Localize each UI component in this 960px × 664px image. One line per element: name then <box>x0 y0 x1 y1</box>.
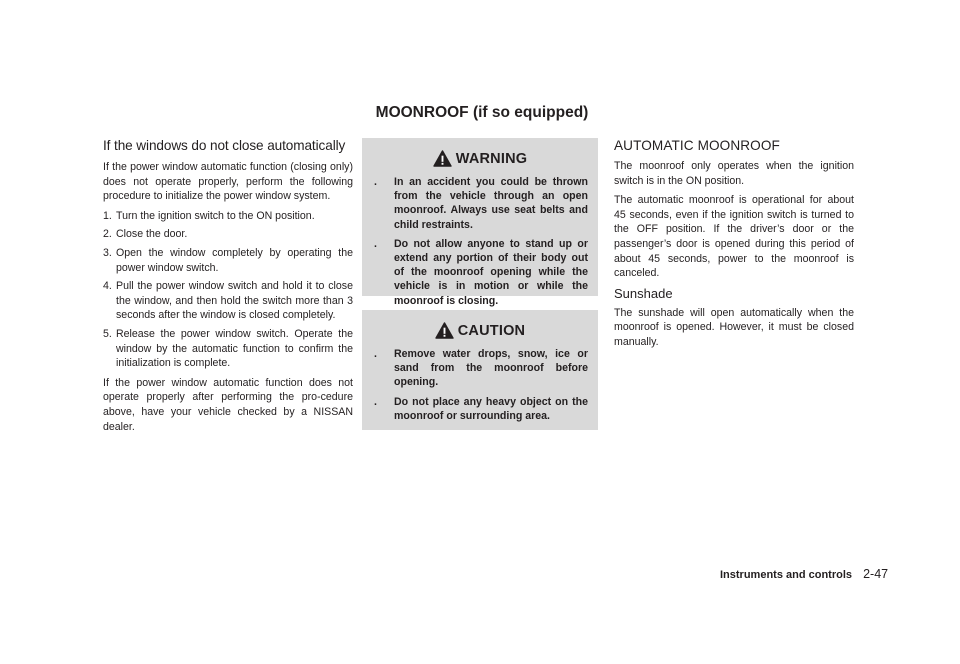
step-number: 1. <box>103 209 112 222</box>
warning-item <box>372 175 588 232</box>
caution-title <box>372 322 588 339</box>
automatic-moonroof-heading: AUTOMATIC MOONROOF <box>614 138 780 153</box>
procedure-step <box>103 227 353 242</box>
procedure-step <box>103 246 353 275</box>
step-text: Pull the power window switch and hold it to close the window, and then hold the switch more than 3 seconds after the window is closed completely. <box>116 280 353 322</box>
warning-title-text: WARNING <box>455 150 528 167</box>
sunshade-heading: Sunshade <box>614 285 673 301</box>
procedure-step <box>103 279 353 323</box>
step-text: Open the window completely by operating the power window switch. <box>116 246 353 274</box>
warning-list <box>372 175 588 308</box>
warning-title <box>372 150 588 167</box>
bullet-marker: . <box>374 237 377 250</box>
right-column <box>614 138 854 355</box>
caution-item-text: Remove water drops, snow, ice or sand from the moonroof before opening. <box>394 348 588 389</box>
caution-list <box>372 347 588 423</box>
caution-item-text: Do not place any heavy object on the moonroof or surrounding area. <box>394 395 588 422</box>
warning-box <box>362 138 598 307</box>
procedure-step <box>103 327 353 371</box>
moonroof-para-2: The automatic moonroof is operational for about 45 seconds, even if the ignition switch is turned to the OFF position. If the driver’s door or the passenger’s door is opened during this period of about 45 seconds, power to the moonroof is canceled. <box>614 194 854 280</box>
step-number: 4. <box>103 280 112 293</box>
step-number: 2. <box>103 228 112 241</box>
procedure-step <box>103 209 353 224</box>
step-number: 3. <box>103 246 112 259</box>
windows-intro-text: If the power window automatic function (closing only) does not operate properly, perform the following procedure to initialize the power window system. <box>103 161 353 203</box>
warning-item <box>372 237 588 308</box>
page-footer <box>720 567 888 581</box>
sunshade-text: The sunshade will open automatically when the moonroof is opened. However, it must be closed manually. <box>614 306 854 348</box>
left-column <box>103 138 353 439</box>
bullet-marker: . <box>374 176 377 188</box>
middle-column <box>362 138 598 444</box>
warning-triangle-icon <box>435 322 454 339</box>
page-heading: MOONROOF (if so equipped) <box>375 104 589 121</box>
page-number: 2-47 <box>863 567 889 581</box>
step-text: Release the power window switch. Operate the window by the automatic function to confirm the initialization is complete. <box>116 327 353 370</box>
warning-item-text: Do not allow anyone to stand up or extend any portion of their body out of the moonroof opening while the vehicle is in motion or while the moonroof is closing. <box>394 237 588 307</box>
step-text: Turn the ignition switch to the ON position. <box>116 209 315 222</box>
windows-close-heading: If the windows do not close automatically <box>103 138 346 153</box>
caution-item <box>372 347 588 390</box>
caution-title-text: CAUTION <box>457 322 526 339</box>
warning-item-text: In an accident you could be thrown from the vehicle through an open moonroof. Always use seat belts and child restraints. <box>394 176 588 231</box>
footer-section-title: Instruments and controls <box>720 569 853 581</box>
moonroof-para-1: The moonroof only operates when the ignition switch is in the ON position. <box>614 160 854 187</box>
procedure-steps <box>103 209 353 371</box>
windows-closing-text: If the power window automatic function does not operate properly after performing the pro-cedure above, have your vehicle checked by a NISSAN dealer. <box>103 376 353 433</box>
bullet-marker: . <box>374 395 377 408</box>
bullet-marker: . <box>374 348 377 360</box>
caution-item <box>372 395 588 423</box>
step-number: 5. <box>103 327 112 340</box>
caution-box <box>362 310 598 430</box>
warning-triangle-icon <box>433 150 452 167</box>
step-text: Close the door. <box>116 228 188 241</box>
